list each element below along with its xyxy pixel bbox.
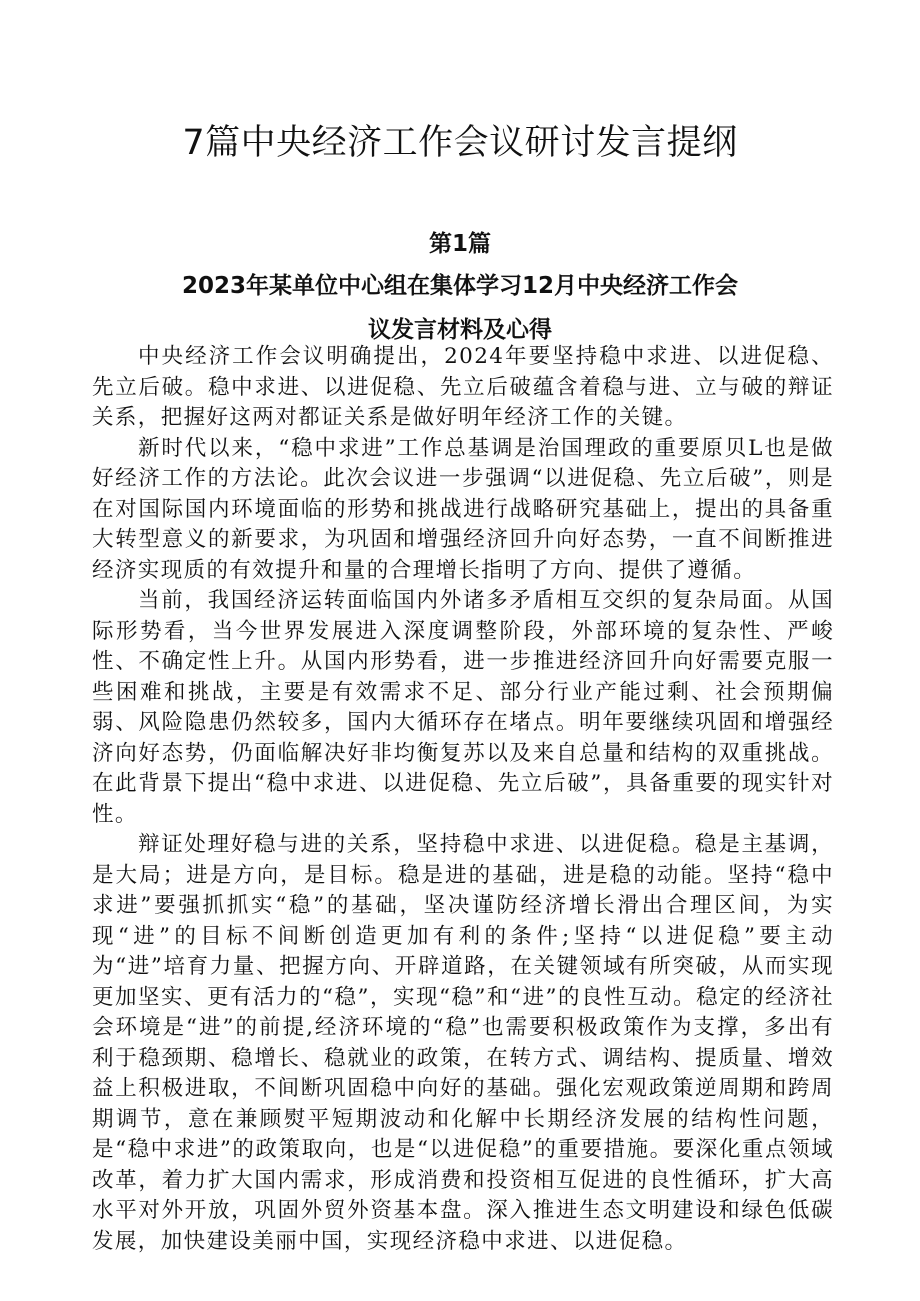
section-label: 第1篇 [428, 231, 491, 257]
body-text [92, 342, 834, 1257]
section-heading-line-2: 议发言材料及心得 [368, 317, 552, 343]
paragraph: 新时代以来，“稳中求进”工作总基调是治国理政的重要原贝L也是做好经济工作的方法论。此次会议进一步强调“以进促稳、先立后破”，则是在对国际国内环境面临的形势和挑战进行战略研究基础上，提出的具备重大转型意义的新要求，为巩固和增强经济回升向好态势，一直不间断推进经济实现质的有效提升和量的合理增长指明了方向、提供了遵循。 [92, 435, 834, 583]
document-title: 7篇中央经济工作会议研讨发言提纲 [182, 123, 738, 163]
paragraph: 当前，我国经济运转面临国内外诸多矛盾相互交织的复杂局面。从国际形势看，当今世界发展进入深度调整阶段，外部环境的复杂性、严峻性、不确定性上升。从国内形势看，进一步推进经济回升向好需要克服一些困难和挑战，主要是有效需求不足、部分行业产能过剩、社会预期偏弱、风险隐患仍然较多，国内大循环存在堵点。明年要继续巩固和增强经济向好态势，仍面临解决好非均衡复苏以及来自总量和结构的双重挑战。在此背景下提出“稳中求进、以进促稳、先立后破”，具备重要的现实针对性。 [92, 588, 834, 827]
paragraph: 中央经济工作会议明确提出，2024年要坚持稳中求进、以进促稳、先立后破。稳中求进、以进促稳、先立后破蕴含着稳与进、立与破的辩证关系，把握好这两对都证关系是做好明年经济工作的关键。 [92, 344, 834, 430]
paragraph: 辩证处理好稳与进的关系，坚持稳中求进、以进促稳。稳是主基调，是大局；进是方向，是目标。稳是进的基础，进是稳的动能。坚持“稳中求进”要强抓抓实“稳”的基础，坚决谨防经济增长滑出合理区间，为实现“进”的目标不间断创造更加有利的条件;坚持“以进促稳”要主动为“进”培育力量、把握方向、开辟道路，在关键领域有所突破，从而实现更加坚实、更有活力的“稳”，实现“稳”和“进”的良性互动。稳定的经济社会环境是“进”的前提,经济环境的“稳”也需要积极政策作为支撑，多出有利于稳颈期、稳增长、稳就业的政策，在转方式、调结构、提质量、增效益上积极进取，不间断巩固稳中向好的基础。强化宏观政策逆周期和跨周期调节，意在兼顾熨平短期波动和化解中长期经济发展的结构性问题，是“稳中求进”的政策取向，也是“以进促稳”的重要措施。要深化重点领域改革，着力扩大国内需求，形成消费和投资相互促进的良性循环，扩大高水平对外开放，巩固外贸外资基本盘。深入推进生态文明建设和绿色低碳发展，加快建设美丽中国，实现经济稳中求进、以进促稳。 [92, 832, 834, 1254]
section-heading-line-1: 2023年某单位中心组在集体学习12月中央经济工作会 [181, 273, 739, 299]
